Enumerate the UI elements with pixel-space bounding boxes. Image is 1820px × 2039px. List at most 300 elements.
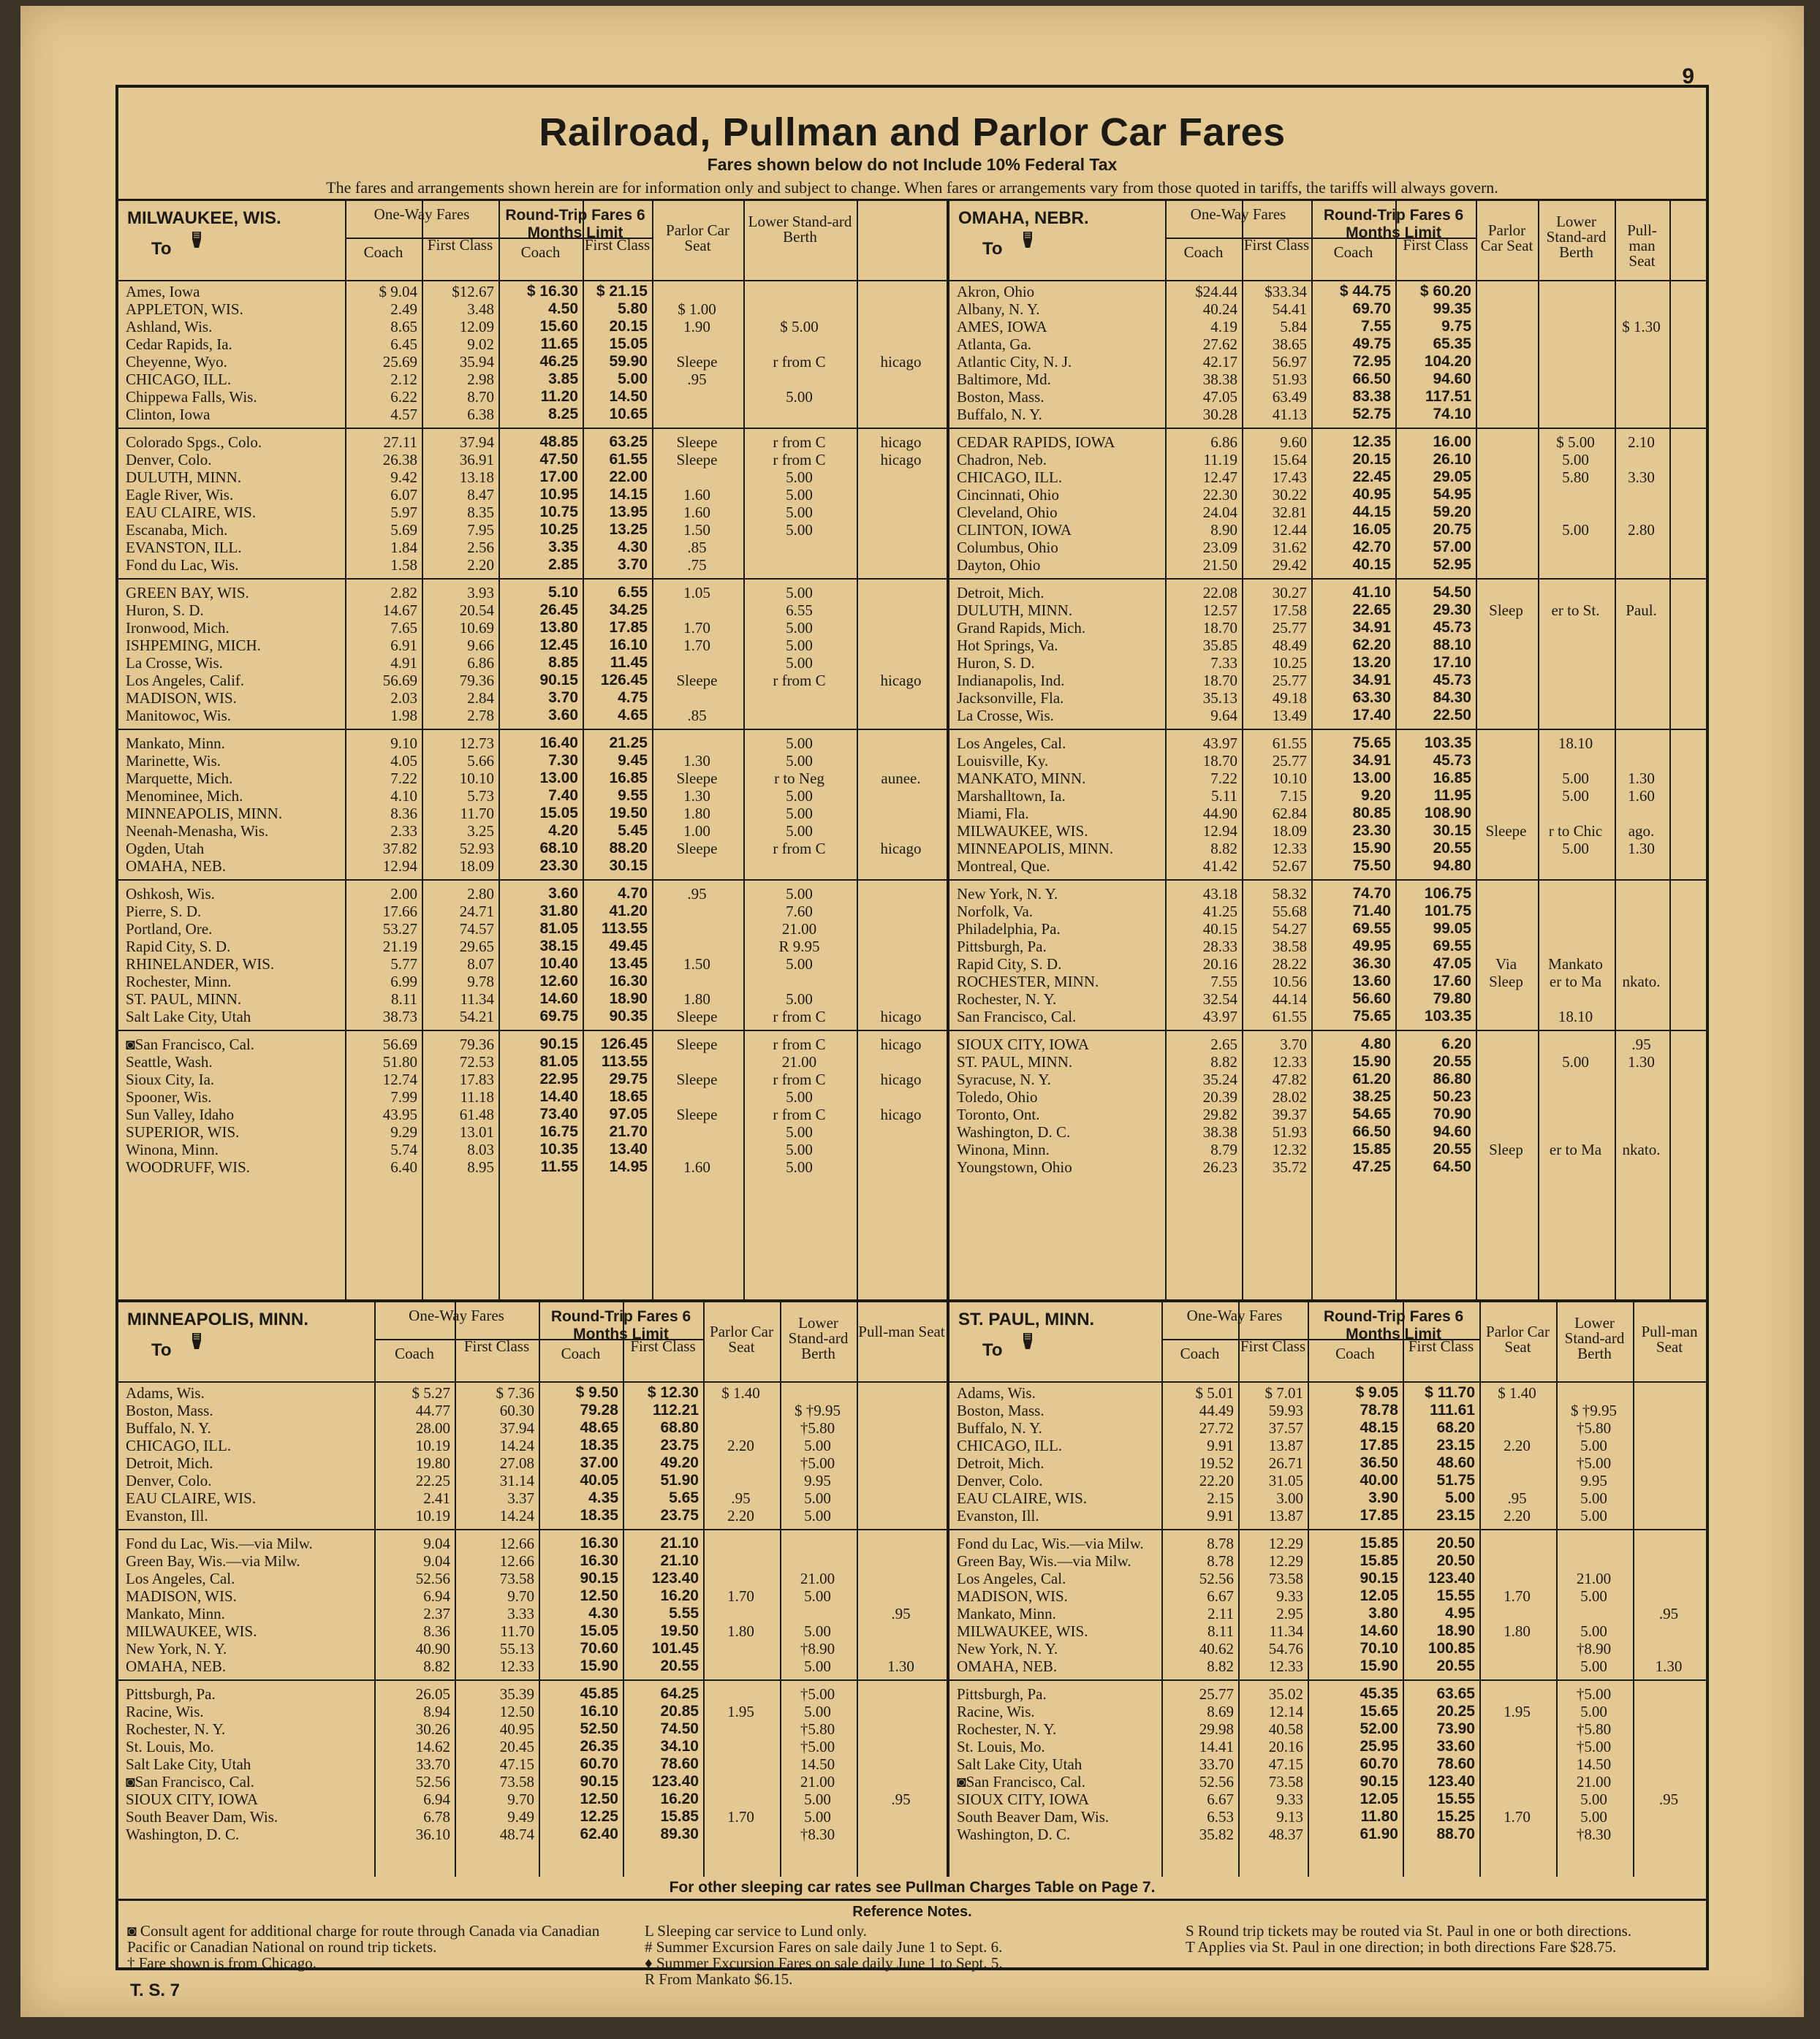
parlor-seat-value: 1.95 [1504,1703,1531,1720]
round-trip-coach-value: 3.85 [548,371,578,387]
lower-berth-value: 5.00 [1580,1808,1607,1826]
round-trip-first-value: 52.95 [1433,556,1471,573]
one-way-first-value: 31.14 [499,1472,534,1489]
round-trip-coach-value: 15.90 [580,1658,618,1674]
round-trip-coach-value: 7.40 [548,787,578,804]
lower-berth-value: 5.00 [786,468,813,486]
lower-berth-value: 5.00 [1562,1053,1589,1071]
lower-berth-value: 21.00 [1576,1570,1612,1587]
lower-berth-value: †5.00 [800,1685,835,1703]
one-way-first-value: 73.58 [499,1570,534,1587]
table-row [949,556,1706,574]
parlor-seat-value: 1.70 [683,637,710,654]
one-way-first-value: 8.03 [467,1141,494,1158]
one-way-first-value: 20.45 [499,1738,534,1755]
lower-berth-value: r from C [773,1036,826,1053]
one-way-first-value: 25.77 [1272,672,1307,689]
round-trip-first-value: $ 12.30 [647,1384,699,1401]
lower-berth-value: Mankato [1548,955,1603,973]
round-trip-first-value: 5.55 [669,1605,699,1622]
table-row [118,857,947,875]
table-row [949,300,1706,318]
pullman-seat-value: 2.80 [1628,521,1655,539]
one-way-first-value: 18.09 [1272,822,1307,840]
pullman-seat-value: 1.30 [1628,1053,1655,1071]
lower-berth-value: 5.00 [1580,1587,1607,1605]
round-trip-coach-value: 78.78 [1360,1402,1398,1419]
parlor-seat-value: 1.60 [683,1158,710,1176]
round-trip-first-value: 21.10 [660,1552,699,1569]
lower-berth-value: 5.00 [804,1489,831,1507]
round-trip-coach-value: 47.50 [539,451,578,468]
one-way-first-value: 35.02 [1268,1685,1303,1703]
parlor-seat-value: Sleep [1489,1141,1523,1158]
destination-name: Pittsburgh, Pa. [957,938,1047,955]
parlor-seat-value: 1.70 [683,619,710,637]
round-trip-coach-value: 17.85 [1360,1437,1398,1454]
round-trip-first-value: 108.90 [1424,805,1471,821]
destination-name: Sioux City, Ia. [126,1071,215,1088]
lower-berth-value: 5.00 [786,486,813,504]
one-way-coach-value: 22.30 [1202,486,1237,504]
destination-name: Boston, Mass. [126,1402,213,1419]
lower-berth-value: 5.00 [1580,1507,1607,1524]
one-way-fares-header: One-Way Fares [374,205,470,223]
one-way-coach-value: 7.33 [1210,654,1237,672]
destination-name: Mankato, Minn. [126,1605,225,1622]
lower-berth-value: †5.80 [1576,1419,1612,1437]
parlor-seat-value: $ 1.40 [1498,1384,1536,1402]
disclaimer-text: The fares and arrangements shown herein are for information only and subject to change. When fares or arrangements vary from those quoted in tariffs, the tariffs will always govern. [326,178,1498,197]
round-trip-coach-value: 70.10 [1360,1640,1398,1657]
one-way-first-value: 12.33 [1272,1053,1307,1071]
round-trip-first-value: 15.25 [1436,1808,1475,1825]
one-way-first-value: 9.70 [507,1587,534,1605]
round-trip-first-value: 104.20 [1424,353,1471,370]
one-way-first-value: 59.93 [1268,1402,1303,1419]
round-trip-coach-value: 62.20 [1352,637,1391,653]
round-trip-coach-value: 75.65 [1352,1008,1391,1025]
footer-code: T. S. 7 [130,1981,181,2000]
one-way-coach-value: 27.11 [383,433,417,451]
round-trip-first-value: 15.85 [660,1808,699,1825]
round-trip-first-value: 16.85 [1433,770,1471,786]
destination-name: Winona, Minn. [957,1141,1050,1158]
reference-col-2 [645,1923,1171,1987]
one-way-first-value: 35.94 [459,353,494,371]
destination-name: Portland, Ore. [126,920,213,938]
round-trip-coach-value: 17.40 [1352,707,1391,724]
round-trip-coach-value: 23.30 [1352,822,1391,839]
round-trip-first-value: 4.30 [618,539,648,555]
round-trip-first-value: 61.55 [609,451,648,468]
pullman-seat-value: ago. [1628,822,1655,840]
pullman-seat-value: hicago [880,1071,922,1088]
table-header [949,201,1706,281]
table-row [118,1008,947,1025]
destination-name: Adams, Wis. [957,1384,1036,1402]
coach-header: Coach [520,243,561,261]
round-trip-coach-value: 12.05 [1360,1587,1398,1604]
st-paul-table [947,1299,1706,1877]
one-way-first-value: 8.07 [467,955,494,973]
parlor-seat-value: Sleepe [676,1106,718,1123]
destination-name: Pierre, S. D. [126,903,202,920]
destination-name: Detroit, Mich. [957,584,1044,601]
table-row [949,990,1706,1008]
one-way-first-value: 2.56 [467,539,494,556]
table-row [949,1158,1706,1176]
round-trip-first-value: 94.80 [1433,857,1471,874]
destination-name: New York, N. Y. [957,885,1058,903]
round-trip-coach-value: 7.55 [1361,318,1391,335]
one-way-first-value: 40.95 [499,1720,534,1738]
round-trip-coach-value: 38.25 [1352,1088,1391,1105]
one-way-first-value: 51.93 [1272,1123,1307,1141]
round-trip-first-value: 6.55 [618,584,648,601]
one-way-first-value: 3.48 [467,300,494,318]
table-row [949,335,1706,353]
round-trip-coach-value: 41.10 [1352,584,1391,601]
destination-name: Detroit, Mich. [126,1454,213,1472]
destination-name: New York, N. Y. [126,1640,227,1658]
table-row [949,521,1706,539]
round-trip-coach-value: 66.50 [1352,1123,1391,1140]
one-way-first-value: 12.33 [1268,1658,1303,1675]
one-way-coach-value: $ 9.04 [379,283,417,300]
round-trip-first-value: 123.40 [651,1570,699,1587]
lower-berth-value: r to Chic [1548,822,1603,840]
one-way-coach-value: 6.94 [423,1791,450,1808]
one-way-first-value: 38.65 [1272,335,1307,353]
one-way-first-value: 74.57 [459,920,494,938]
one-way-first-value: 54.21 [459,1008,494,1025]
one-way-first-value: 73.58 [499,1773,534,1791]
lower-berth-value: r from C [773,840,826,857]
one-way-first-value: 28.22 [1272,955,1307,973]
round-trip-coach-value: 11.80 [1360,1808,1398,1825]
one-way-coach-value: 19.80 [415,1454,450,1472]
lower-berth-value: 5.00 [786,654,813,672]
lower-berth-value: 5.00 [1562,770,1589,787]
destination-name: Ogden, Utah [126,840,205,857]
lower-berth-header: Lower Stand-ard Berth [1564,1314,1625,1362]
one-way-first-value: 3.37 [507,1489,534,1507]
table-row [949,1088,1706,1106]
destination-name: Atlanta, Ga. [957,335,1032,353]
destination-name: San Francisco, Cal. [957,1008,1077,1025]
parlor-seat-value: Sleepe [676,1071,718,1088]
table-header [118,1302,947,1383]
destination-name: Cedar Rapids, Ia. [126,335,232,353]
one-way-first-value: 10.10 [459,770,494,787]
one-way-first-value: 12.33 [499,1658,534,1675]
round-trip-coach-value: 25.95 [1360,1738,1398,1755]
round-trip-first-value: 9.45 [618,752,648,769]
one-way-first-value: 39.37 [1272,1106,1307,1123]
destination-name: CHICAGO, ILL. [126,371,232,388]
one-way-first-value: 12.14 [1268,1703,1303,1720]
table-row [949,371,1706,388]
table-row [118,451,947,468]
round-trip-coach-value: 71.40 [1352,903,1391,919]
destination-name: Toronto, Ont. [957,1106,1040,1123]
lower-berth-value: 5.00 [786,1158,813,1176]
one-way-coach-value: 9.04 [423,1535,450,1552]
one-way-first-value: 17.58 [1272,601,1307,619]
table-row [949,504,1706,521]
destination-name: Baltimore, Md. [957,371,1051,388]
round-trip-first-value: 14.15 [609,486,648,503]
round-trip-fares-header: Round-Trip Fares 6 Months Limit [1323,207,1464,241]
one-way-first-value: 47.15 [499,1755,534,1773]
table-row [118,619,947,637]
round-trip-coach-value: 23.30 [539,857,578,874]
destination-name: Los Angeles, Calif. [126,672,245,689]
round-trip-coach-value: 48.65 [580,1419,618,1436]
first-class-header: First Class [1408,1337,1474,1355]
one-way-first-value: 51.93 [1272,371,1307,388]
one-way-coach-value: 8.78 [1207,1535,1234,1552]
one-way-coach-value: 4.19 [1210,318,1237,335]
one-way-first-value: 30.27 [1272,584,1307,601]
coach-header: Coach [363,243,403,261]
round-trip-first-value: 63.65 [1436,1685,1475,1702]
one-way-first-value: 20.54 [459,601,494,619]
table-row [118,1738,947,1755]
one-way-first-value: 54.76 [1268,1640,1303,1658]
one-way-coach-value: 38.73 [382,1008,417,1025]
one-way-first-value: 79.36 [459,672,494,689]
destination-name: CLINTON, IOWA [957,521,1072,539]
lower-berth-value: 18.10 [1558,1008,1593,1025]
destination-name: Oshkosh, Wis. [126,885,215,903]
table-row [118,990,947,1008]
one-way-coach-value: 35.82 [1199,1826,1234,1843]
round-trip-coach-value: 61.90 [1360,1826,1398,1842]
reference-col-3 [1186,1923,1697,1955]
destination-name: Rochester, N. Y. [957,990,1057,1008]
table-row [949,601,1706,619]
one-way-first-value: 14.24 [499,1507,534,1524]
destination-name: MADISON, WIS. [126,1587,237,1605]
one-way-first-value: 62.84 [1272,805,1307,822]
table-row [118,1053,947,1071]
lower-berth-value: 5.00 [786,752,813,770]
destination-name: Rapid City, S. D. [126,938,231,955]
one-way-coach-value: 1.84 [390,539,417,556]
lower-berth-value: er to Ma [1549,973,1602,990]
round-trip-coach-value: 40.15 [1352,556,1391,573]
round-trip-first-value: 3.70 [618,556,648,573]
lower-berth-value: 5.00 [804,1622,831,1640]
one-way-coach-value: 20.16 [1202,955,1237,973]
first-class-header: First Class [1403,236,1468,254]
round-trip-first-value: 17.85 [609,619,648,636]
table-row [118,486,947,504]
round-trip-first-value: 73.90 [1436,1720,1475,1737]
lower-berth-value: r from C [773,451,826,468]
one-way-coach-value: 1.98 [390,707,417,724]
round-trip-first-value: 17.10 [1433,654,1471,671]
one-way-coach-value: 2.00 [390,885,417,903]
round-trip-coach-value: 12.25 [580,1808,618,1825]
table-row [118,1808,947,1826]
destination-name: Pittsburgh, Pa. [957,1685,1047,1703]
round-trip-first-value: 99.35 [1433,300,1471,317]
table-row [118,406,947,423]
round-trip-first-value: 50.23 [1433,1088,1471,1105]
table-row [118,672,947,689]
round-trip-coach-value: 15.85 [1352,1141,1391,1158]
round-trip-coach-value: 12.05 [1360,1791,1398,1807]
pullman-seat-value: 3.30 [1628,468,1655,486]
pullman-seat-value: .95 [1658,1605,1679,1622]
lower-berth-value: 5.00 [786,805,813,822]
round-trip-first-value: 45.73 [1433,672,1471,688]
lower-berth-value: †5.00 [800,1738,835,1755]
lower-berth-value: r from C [773,1008,826,1025]
table-row [949,857,1706,875]
one-way-coach-value: 8.82 [1210,840,1237,857]
one-way-coach-value: 43.95 [382,1106,417,1123]
one-way-first-value: $ 7.36 [496,1384,534,1402]
pullman-seat-value: Paul. [1626,601,1657,619]
one-way-coach-value: 14.67 [382,601,417,619]
one-way-coach-value: 8.36 [423,1622,450,1640]
table-row [949,1570,1706,1587]
one-way-first-value: 48.74 [499,1826,534,1843]
pointing-hand-icon [190,230,203,249]
one-way-first-value: 29.65 [459,938,494,955]
round-trip-first-value: 49.45 [609,938,648,954]
table-row [949,433,1706,451]
round-trip-coach-value: 11.65 [540,335,578,352]
destination-name: Fond du Lac, Wis. [126,556,239,574]
one-way-coach-value: 9.10 [390,734,417,752]
round-trip-first-value: 79.80 [1433,990,1471,1007]
one-way-coach-value: 5.97 [390,504,417,521]
table-header [949,1302,1706,1383]
pullman-seat-value: 1.30 [1628,840,1655,857]
round-trip-coach-value: 81.05 [539,920,578,937]
lower-berth-value: 5.00 [804,1808,831,1826]
destination-name: Los Angeles, Cal. [126,1570,235,1587]
table-row [118,556,947,574]
destination-name: ISHPEMING, MICH. [126,637,261,654]
lower-berth-value: 5.00 [1580,1658,1607,1675]
one-way-first-value: 12.29 [1268,1535,1303,1552]
round-trip-coach-value: 90.15 [539,672,578,688]
one-way-first-value: 9.66 [467,637,494,654]
one-way-first-value: 54.27 [1272,920,1307,938]
pullman-seat-value: .95 [1658,1791,1679,1808]
one-way-coach-value: 2.49 [390,300,417,318]
one-way-first-value: 13.87 [1268,1507,1303,1524]
destination-name: MADISON, WIS. [957,1587,1068,1605]
round-trip-first-value: 94.60 [1433,1123,1471,1140]
table-row [949,1622,1706,1640]
destination-name: ROCHESTER, MINN. [957,973,1099,990]
destination-name: Colorado Spgs., Colo. [126,433,262,451]
round-trip-coach-value: 75.65 [1352,734,1391,751]
parlor-seat-value: Sleepe [676,451,718,468]
round-trip-first-value: 16.00 [1433,433,1471,450]
lower-berth-value: 9.95 [1580,1472,1607,1489]
round-trip-coach-value: 31.80 [539,903,578,919]
round-trip-first-value: 70.90 [1433,1106,1471,1123]
round-trip-coach-value: 90.15 [580,1773,618,1790]
one-way-coach-value: 9.42 [390,468,417,486]
one-way-coach-value: 10.19 [415,1437,450,1454]
destination-name: Marquette, Mich. [126,770,233,787]
lower-berth-value: †5.80 [800,1419,835,1437]
one-way-coach-value: 8.82 [1207,1658,1234,1675]
round-trip-coach-value: 90.15 [1360,1570,1398,1587]
destination-name: SIOUX CITY, IOWA [126,1791,259,1808]
round-trip-coach-value: 15.90 [1352,1053,1391,1070]
round-trip-first-value: 97.05 [609,1106,648,1123]
round-trip-coach-value: 14.60 [539,990,578,1007]
round-trip-coach-value: 4.30 [588,1605,618,1622]
one-way-coach-value: 52.56 [415,1570,450,1587]
table-row [118,734,947,752]
reference-notes [118,1899,1706,1988]
round-trip-first-value: 23.75 [660,1507,699,1524]
round-trip-first-value: 68.80 [660,1419,699,1436]
pullman-seat-value: 1.30 [1655,1658,1683,1675]
table-row [949,1123,1706,1141]
table-row [118,787,947,805]
parlor-seat-value: Sleep [1489,601,1523,619]
destination-name: CEDAR RAPIDS, IOWA [957,433,1115,451]
destination-name: Sun Valley, Idaho [126,1106,235,1123]
round-trip-coach-value: 90.15 [1360,1773,1398,1790]
lower-berth-value: 14.50 [1576,1755,1612,1773]
pullman-seat-value: .95 [891,1791,911,1808]
table-row [118,1826,947,1843]
destination-name: Louisville, Ky. [957,752,1049,770]
table-row [949,1053,1706,1071]
one-way-first-value: 61.55 [1272,1008,1307,1025]
round-trip-first-value: 106.75 [1424,885,1471,902]
round-trip-coach-value: 22.65 [1352,601,1391,618]
parlor-seat-value: 1.70 [727,1587,754,1605]
pullman-seat-value: hicago [880,451,922,468]
destination-name: Washington, D. C. [957,1826,1071,1843]
lower-berth-value: 5.80 [1562,468,1589,486]
table-row [949,584,1706,601]
round-trip-first-value: 15.55 [1436,1587,1475,1604]
one-way-first-value: 3.00 [1276,1489,1303,1507]
parlor-seat-value: Sleepe [676,770,718,787]
destination-name: Jacksonville, Fla. [957,689,1064,707]
timetable-page [20,6,1804,2017]
lower-berth-value: 5.00 [1580,1489,1607,1507]
one-way-coach-value: 56.69 [382,1036,417,1053]
one-way-coach-value: 8.78 [1207,1552,1234,1570]
fare-rows [949,283,1706,1176]
table-row [118,1507,947,1524]
to-label: To [982,1340,1003,1360]
table-row [118,504,947,521]
round-trip-coach-value: 12.50 [580,1587,618,1604]
table-row [118,1141,947,1158]
one-way-coach-value: 19.52 [1199,1454,1234,1472]
one-way-first-value: 3.33 [507,1605,534,1622]
one-way-coach-value: 12.47 [1202,468,1237,486]
round-trip-first-value: 13.40 [609,1141,648,1158]
